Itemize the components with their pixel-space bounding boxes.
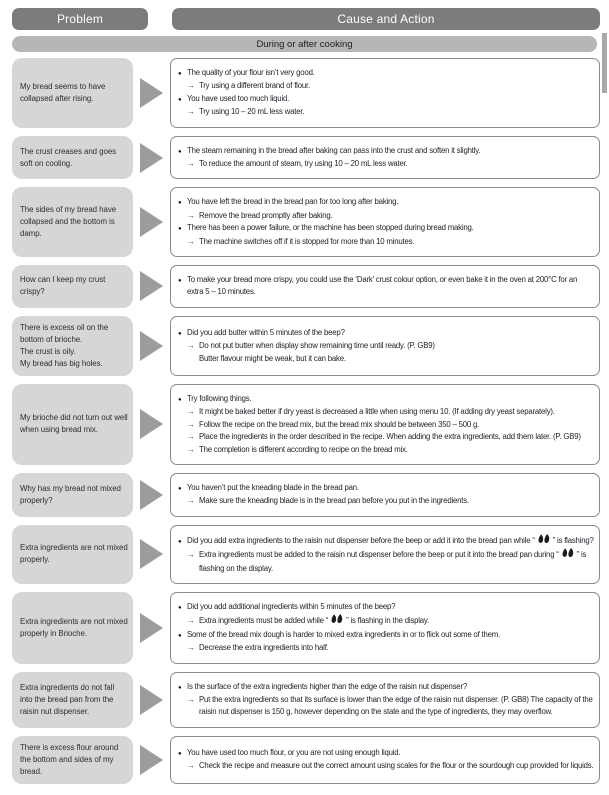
arrow-icon: → xyxy=(187,550,195,560)
arrow-cell xyxy=(133,58,170,128)
cause-line xyxy=(178,548,594,575)
raisin-nut-icon xyxy=(562,548,574,562)
troubleshoot-row xyxy=(12,265,600,308)
cause-column-header: Cause and Action xyxy=(172,8,600,30)
arrow-cell xyxy=(133,136,170,180)
arrow-icon: → xyxy=(187,236,195,246)
problem-box xyxy=(12,384,133,465)
bullet-icon: ● xyxy=(178,148,182,155)
right-arrow-icon xyxy=(140,331,163,361)
cause-box xyxy=(170,473,600,517)
cause-box xyxy=(170,316,600,376)
problem-text: Extra ingredients are not mixed properly in Brioche. xyxy=(20,616,128,638)
bullet-icon: ● xyxy=(178,200,182,207)
cause-box xyxy=(170,384,600,465)
cause-text: The steam remaining in the bread after baking can pass into the crust and soften it slightly. xyxy=(187,145,481,155)
problem-column-header: Problem xyxy=(12,8,148,30)
cause-text: Some of the bread mix dough is harder to mixed extra ingredients in or to flick out some of them. xyxy=(187,629,500,639)
problem-box xyxy=(12,187,133,257)
right-arrow-icon xyxy=(140,409,163,439)
arrow-cell xyxy=(133,592,170,664)
arrow-icon: → xyxy=(187,616,195,626)
bullet-icon: ● xyxy=(178,396,182,403)
problem-text: How can I keep my crust crispy? xyxy=(20,275,106,297)
arrow-icon: → xyxy=(187,419,195,429)
bullet-icon: ● xyxy=(178,750,182,757)
cause-line xyxy=(178,222,594,235)
right-arrow-icon xyxy=(140,271,163,301)
problem-box xyxy=(12,136,133,180)
cause-line xyxy=(178,236,594,248)
arrow-icon: → xyxy=(187,432,195,442)
arrow-icon: → xyxy=(187,407,195,417)
problem-text: The crust creases and goes soft on cooling. xyxy=(20,146,117,168)
cause-text: The completion is different according to recipe on the bread mix. xyxy=(199,444,408,454)
arrow-icon: → xyxy=(187,341,195,351)
bullet-icon: ● xyxy=(178,684,182,691)
raisin-nut-icon xyxy=(538,534,550,548)
cause-box xyxy=(170,736,600,784)
arrow-icon: → xyxy=(187,761,195,771)
problem-text: The sides of my bread have collapsed and the bottom is damp. xyxy=(20,205,117,239)
arrow-icon: → xyxy=(187,643,195,653)
cause-box xyxy=(170,58,600,128)
cause-text: To reduce the amount of steam, try using 10 – 20 mL less water. xyxy=(199,159,408,169)
arrow-icon: → xyxy=(187,159,195,169)
right-arrow-icon xyxy=(140,685,163,715)
cause-line xyxy=(178,67,594,80)
problem-text: My bread has big holes. xyxy=(20,358,103,368)
troubleshoot-row xyxy=(12,525,600,584)
troubleshoot-row xyxy=(12,473,600,517)
cause-line xyxy=(178,482,594,495)
cause-text: Follow the recipe on the bread mix, but the bread mix should be between 350 – 500 g. xyxy=(199,419,480,429)
cause-text: Decrease the extra ingredients into half. xyxy=(199,643,329,653)
section-banner: During or after cooking xyxy=(12,36,597,52)
arrow-cell xyxy=(133,384,170,465)
cause-text: You have used too much flour, or you are not using enough liquid. xyxy=(187,747,401,757)
arrow-cell xyxy=(133,187,170,257)
arrow-icon: → xyxy=(187,444,195,454)
cause-text: Try using a different brand of flour. xyxy=(199,81,310,91)
bullet-icon: ● xyxy=(178,71,182,77)
problem-text: Extra ingredients are not mixed properly. xyxy=(20,543,128,565)
bullet-icon: ● xyxy=(178,226,182,233)
cause-line xyxy=(178,327,594,340)
cause-text: The machine switches off if it is stopped for more than 10 minutes. xyxy=(199,236,415,246)
arrow-icon: → xyxy=(187,81,195,91)
problem-text: My bread seems to have collapsed after rising. xyxy=(20,81,106,103)
arrow-icon: → xyxy=(187,107,195,117)
cause-line xyxy=(178,534,594,548)
bullet-icon: ● xyxy=(178,96,182,103)
problem-text: Why has my bread not mixed properly? xyxy=(20,483,121,505)
cause-text: Put the extra ingredients so that its surface is lower than the edge of the raisin nut dispenser. (P. GB8) The capacity of the raisin nut dispenser is 150 g, however depending on the state and the type of ingredients, they may overflow. xyxy=(199,694,593,717)
cause-box xyxy=(170,592,600,664)
cause-text: You have used too much liquid. xyxy=(187,93,290,103)
cause-line xyxy=(178,495,594,507)
cause-line xyxy=(178,353,594,365)
cause-text: Place the ingredients in the order described in the recipe. When adding the extra ingredients, add them later. (P. GB9) xyxy=(199,432,581,442)
right-arrow-icon xyxy=(140,143,163,173)
problem-box xyxy=(12,736,133,784)
table-header xyxy=(12,8,600,30)
troubleshoot-row xyxy=(12,187,600,257)
troubleshoot-row xyxy=(12,592,600,664)
right-arrow-icon xyxy=(140,539,163,569)
cause-line xyxy=(178,145,594,158)
cause-line xyxy=(178,196,594,209)
cause-box xyxy=(170,136,600,180)
bullet-icon: ● xyxy=(178,604,182,611)
right-arrow-icon xyxy=(140,480,163,510)
cause-text: There has been a power failure, or the machine has been stopped during bread making. xyxy=(187,223,474,233)
cause-text: Try following things. xyxy=(187,393,252,403)
right-arrow-icon xyxy=(140,207,163,237)
cause-line xyxy=(178,614,594,628)
cause-line xyxy=(178,642,594,654)
cause-line xyxy=(178,210,594,222)
problem-text: My brioche did not turn out well when using bread mix. xyxy=(20,413,128,435)
cause-line xyxy=(178,431,594,443)
problem-text: Extra ingredients do not fall into the bread pan from the raisin nut dispenser. xyxy=(20,682,115,716)
cause-text: Try using 10 – 20 mL less water. xyxy=(199,107,305,117)
cause-text: Do not put butter when display show remaining time until ready. (P. GB9) xyxy=(199,341,435,351)
cause-text: It might be baked better if dry yeast is decreased a little when using menu 10. (If adding dry yeast separately). xyxy=(199,407,555,417)
cause-text: Butter flavour might be weak, but it can bake. xyxy=(199,353,346,363)
problem-text: There is excess flour around the bottom and sides of my bread. xyxy=(20,742,119,776)
cause-line xyxy=(178,681,594,694)
cause-line xyxy=(178,274,594,299)
cause-text: Remove the bread promptly after baking. xyxy=(199,210,333,220)
arrow-icon: → xyxy=(187,496,195,506)
cause-line xyxy=(178,80,594,92)
cause-text: Make sure the kneading blade is in the bread pan before you put in the ingredients. xyxy=(199,496,469,506)
arrow-cell xyxy=(133,525,170,584)
cause-line xyxy=(178,406,594,418)
bullet-icon: ● xyxy=(178,278,182,285)
troubleshoot-row xyxy=(12,136,600,180)
problem-box xyxy=(12,525,133,584)
cause-box xyxy=(170,265,600,308)
cause-text: To make your bread more crispy, you could use the ‘Dark’ crust colour option, or even bake it in the oven at 200°C for an extra 5 – 10 minutes. xyxy=(187,275,578,297)
cause-line xyxy=(178,601,594,614)
troubleshoot-row xyxy=(12,384,600,465)
cause-line xyxy=(178,629,594,642)
right-arrow-icon xyxy=(140,745,163,775)
cause-line xyxy=(178,419,594,431)
cause-box xyxy=(170,672,600,728)
cause-line xyxy=(178,93,594,106)
problem-box xyxy=(12,473,133,517)
problem-box xyxy=(12,592,133,664)
cause-line xyxy=(178,444,594,456)
cause-text: Did you add extra ingredients to the raisin nut dispenser before the beep or add it into the bread pan while “ ” is flashing? xyxy=(187,534,594,548)
arrow-cell xyxy=(133,265,170,308)
troubleshoot-row xyxy=(12,736,600,784)
cause-line xyxy=(178,694,594,719)
bullet-icon: ● xyxy=(178,538,182,545)
cause-text: Extra ingredients must be added to the raisin nut dispenser before the beep or put it into the bread pan during “ ” is flashing on the display. xyxy=(199,550,587,573)
problem-box xyxy=(12,58,133,128)
problem-text: There is excess oil on the bottom of brioche. xyxy=(20,322,109,344)
arrow-cell xyxy=(133,316,170,376)
cause-line xyxy=(178,747,594,760)
right-arrow-icon xyxy=(140,78,163,108)
bullet-icon: ● xyxy=(178,485,182,492)
cause-text: Did you add butter within 5 minutes of the beep? xyxy=(187,327,345,337)
problem-text: The crust is oily. xyxy=(20,346,76,356)
cause-line xyxy=(178,158,594,170)
cause-text: Is the surface of the extra ingredients higher than the edge of the raisin nut dispenser? xyxy=(187,681,467,691)
cause-text: The quality of your flour isn’t very good. xyxy=(187,68,315,77)
troubleshoot-row xyxy=(12,316,600,376)
cause-line xyxy=(178,340,594,352)
arrow-cell xyxy=(133,672,170,728)
bullet-icon: ● xyxy=(178,330,182,337)
problem-box xyxy=(12,265,133,308)
right-arrow-icon xyxy=(140,613,163,643)
troubleshoot-row xyxy=(12,58,600,128)
cause-text: Did you add additional ingredients within 5 minutes of the beep? xyxy=(187,601,396,611)
problem-box xyxy=(12,672,133,728)
page-edge-mark xyxy=(602,33,607,93)
cause-text: Extra ingredients must be added while “ ” is flashing in the display. xyxy=(199,614,594,628)
problem-box xyxy=(12,316,133,376)
bullet-icon: ● xyxy=(178,632,182,639)
arrow-icon: → xyxy=(187,210,195,220)
cause-line xyxy=(178,106,594,118)
cause-text: Check the recipe and measure out the correct amount using scales for the flour or the sourdough cup provided for liquids. xyxy=(199,761,594,771)
arrow-cell xyxy=(133,473,170,517)
cause-line xyxy=(178,760,594,772)
arrow-cell xyxy=(133,736,170,784)
arrow-icon: → xyxy=(187,694,195,704)
cause-box xyxy=(170,187,600,257)
troubleshoot-row xyxy=(12,672,600,728)
raisin-nut-icon xyxy=(331,614,343,628)
cause-line xyxy=(178,393,594,406)
cause-box xyxy=(170,525,600,584)
cause-text: You haven’t put the kneading blade in the bread pan. xyxy=(187,482,359,492)
cause-text: You have left the bread in the bread pan for too long after baking. xyxy=(187,197,399,207)
troubleshooting-rows xyxy=(12,58,600,784)
